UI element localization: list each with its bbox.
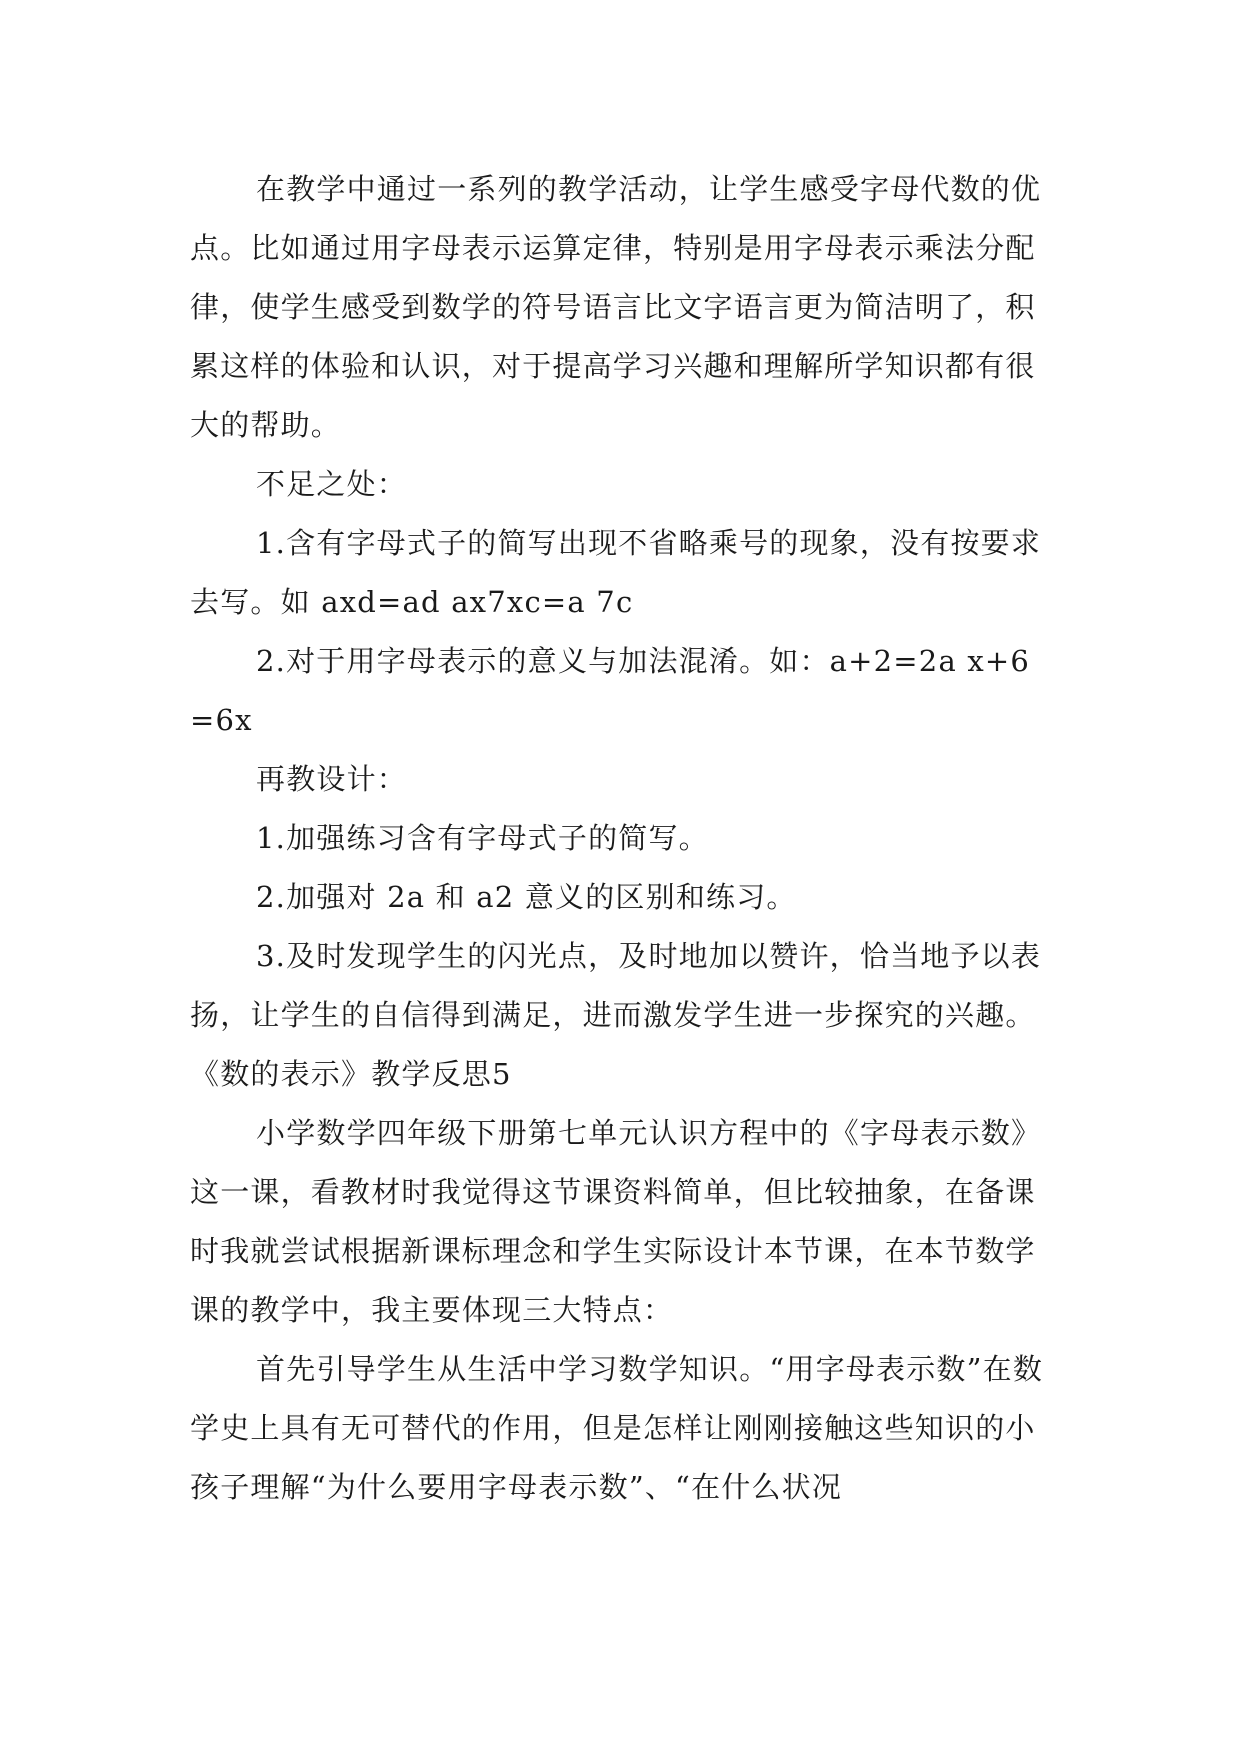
paragraph-intro: 在教学中通过一系列的教学活动，让学生感受字母代数的优点。比如通过用字母表示运算定律，特别是用字母表示乘法分配律，使学生感受到数学的符号语言比文字语言更为简洁明了，积累这样的体验和认识，对于提高学习兴趣和理解所学知识都有很大的帮助。 [190,172,1042,442]
redesign-item-2: 2.加强对 2a 和 a2 意义的区别和练习。 [256,880,797,914]
shortcoming-item-1: 1.含有字母式子的简写出现不省略乘号的现象，没有按要求去写。如 axd=ad ax7xc=a 7c [190,526,1042,619]
heading-shortcomings: 不足之处： [256,467,408,501]
shortcoming-item-2: 2.对于用字母表示的意义与加法混淆。如：a+2=2a x+6=6x [190,644,1031,737]
section-paragraph-1: 小学数学四年级下册第七单元认识方程中的《字母表示数》这一课，看教材时我觉得这节课资料简单，但比较抽象，在备课时我就尝试根据新课标理念和学生实际设计本节课，在本节数学课的教学中，我主要体现三大特点： [190,1116,1042,1327]
section-paragraph-2: 首先引导学生从生活中学习数学知识。“用字母表示数”在数学史上具有无可替代的作用，但是怎样让刚刚接触这些知识的小孩子理解“为什么要用字母表示数”、“在什么状况 [190,1352,1044,1504]
document-page [190,160,1050,1517]
heading-redesign: 再教设计： [256,762,408,796]
redesign-item-1: 1.加强练习含有字母式子的简写。 [256,821,709,855]
redesign-item-3: 3.及时发现学生的闪光点，及时地加以赞许，恰当地予以表扬，让学生的自信得到满足，进而激发学生进一步探究的兴趣。 [190,939,1042,1032]
section-title: 《数的表示》教学反思5 [190,1057,512,1091]
